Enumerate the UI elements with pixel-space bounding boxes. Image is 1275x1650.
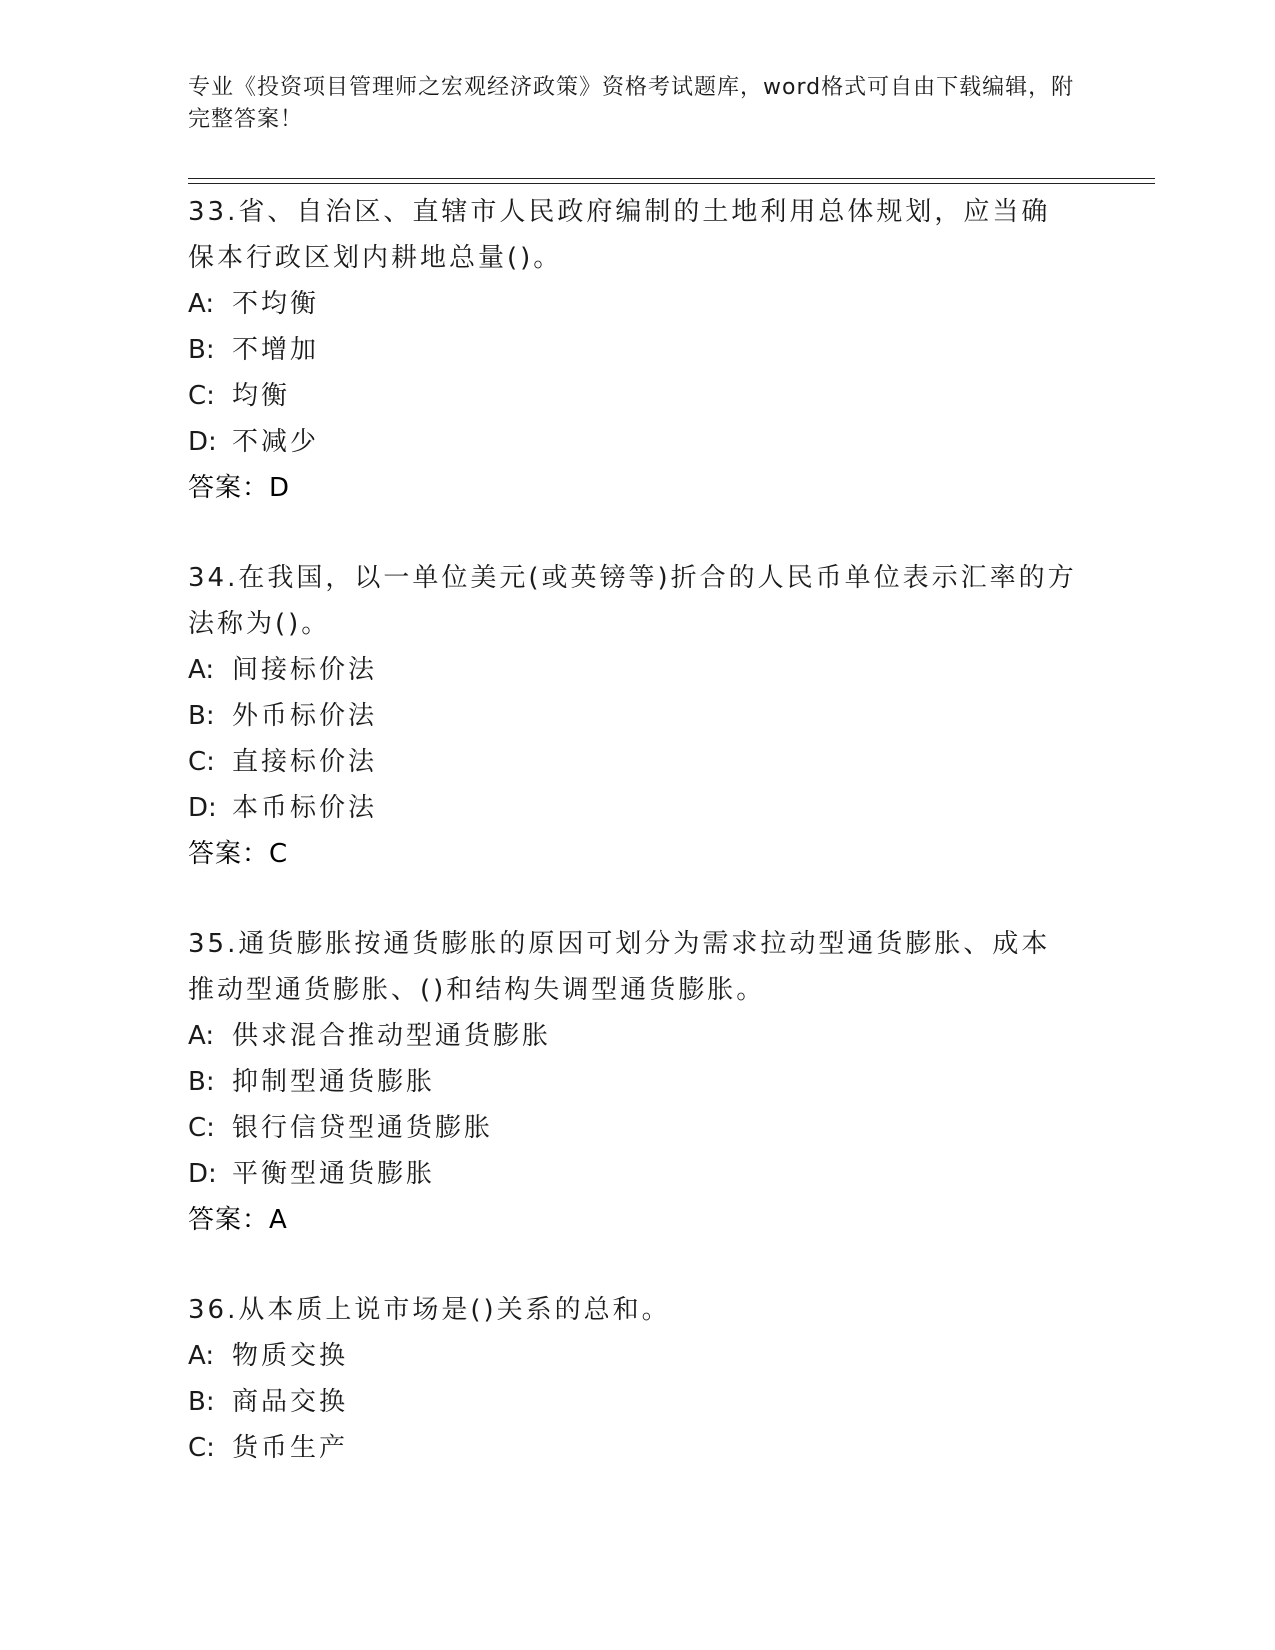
answer-value: C — [269, 839, 289, 869]
option-a — [188, 647, 1088, 693]
option-letter: C: — [188, 747, 215, 777]
option-letter: B: — [188, 1387, 215, 1417]
option-text: 抑制型通货膨胀 — [232, 1067, 436, 1097]
answer-value: A — [269, 1205, 288, 1235]
option-c — [188, 1105, 1088, 1151]
option-text: 本币标价法 — [232, 793, 378, 823]
answer-label: 答案： — [188, 1205, 270, 1235]
option-letter: B: — [188, 1067, 215, 1097]
option-d — [188, 785, 1088, 831]
option-d — [188, 1151, 1088, 1197]
header-rule-top — [188, 178, 1155, 179]
option-letter: C: — [188, 1433, 215, 1463]
question-stem: 33.省、自治区、直辖市人民政府编制的土地利用总体规划，应当确保本行政区划内耕地总量()。 — [188, 197, 1051, 273]
answer-label: 答案： — [188, 839, 270, 869]
option-text: 供求混合推动型通货膨胀 — [232, 1021, 552, 1051]
option-text: 间接标价法 — [232, 655, 378, 685]
option-c — [188, 1425, 1088, 1471]
question-34 — [188, 555, 1088, 877]
question-35 — [188, 921, 1088, 1243]
question-stem: 36.从本质上说市场是()关系的总和。 — [188, 1295, 671, 1325]
option-letter: A: — [188, 289, 215, 319]
question-stem: 34.在我国，以一单位美元(或英镑等)折合的人民币单位表示汇率的方法称为()。 — [188, 563, 1077, 639]
question-36 — [188, 1287, 1088, 1471]
option-d — [188, 419, 1088, 465]
option-b — [188, 693, 1088, 739]
option-b — [188, 1379, 1088, 1425]
option-letter: C: — [188, 381, 215, 411]
option-a — [188, 281, 1088, 327]
option-letter: D: — [188, 1159, 217, 1189]
option-letter: B: — [188, 701, 215, 731]
option-text: 不增加 — [232, 335, 320, 365]
header-rule-bottom — [188, 183, 1155, 184]
option-letter: A: — [188, 655, 215, 685]
answer-value: D — [269, 473, 291, 503]
question-list — [188, 189, 1088, 1515]
option-text: 不减少 — [232, 427, 320, 457]
option-text: 物质交换 — [232, 1341, 349, 1371]
option-letter: D: — [188, 793, 217, 823]
answer-line — [188, 831, 1088, 877]
option-text: 货币生产 — [232, 1433, 349, 1463]
option-a — [188, 1013, 1088, 1059]
option-text: 银行信贷型通货膨胀 — [232, 1113, 494, 1143]
answer-label: 答案： — [188, 473, 270, 503]
option-c — [188, 739, 1088, 785]
question-33 — [188, 189, 1088, 511]
option-text: 直接标价法 — [232, 747, 378, 777]
option-letter: C: — [188, 1113, 215, 1143]
option-text: 外币标价法 — [232, 701, 378, 731]
option-c — [188, 373, 1088, 419]
option-letter: D: — [188, 427, 217, 457]
option-b — [188, 1059, 1088, 1105]
option-letter: A: — [188, 1021, 215, 1051]
option-text: 不均衡 — [232, 289, 320, 319]
answer-line — [188, 1197, 1088, 1243]
option-text: 均衡 — [232, 381, 291, 411]
answer-line — [188, 465, 1088, 511]
document-header: 专业《投资项目管理师之宏观经济政策》资格考试题库，word格式可自由下载编辑，附完整答案！ — [188, 75, 1075, 132]
option-text: 平衡型通货膨胀 — [232, 1159, 436, 1189]
option-a — [188, 1333, 1088, 1379]
option-text: 商品交换 — [232, 1387, 349, 1417]
option-letter: B: — [188, 335, 215, 365]
option-letter: A: — [188, 1341, 215, 1371]
option-b — [188, 327, 1088, 373]
question-stem: 35.通货膨胀按通货膨胀的原因可划分为需求拉动型通货膨胀、成本推动型通货膨胀、()和结构失调型通货膨胀。 — [188, 929, 1051, 1005]
